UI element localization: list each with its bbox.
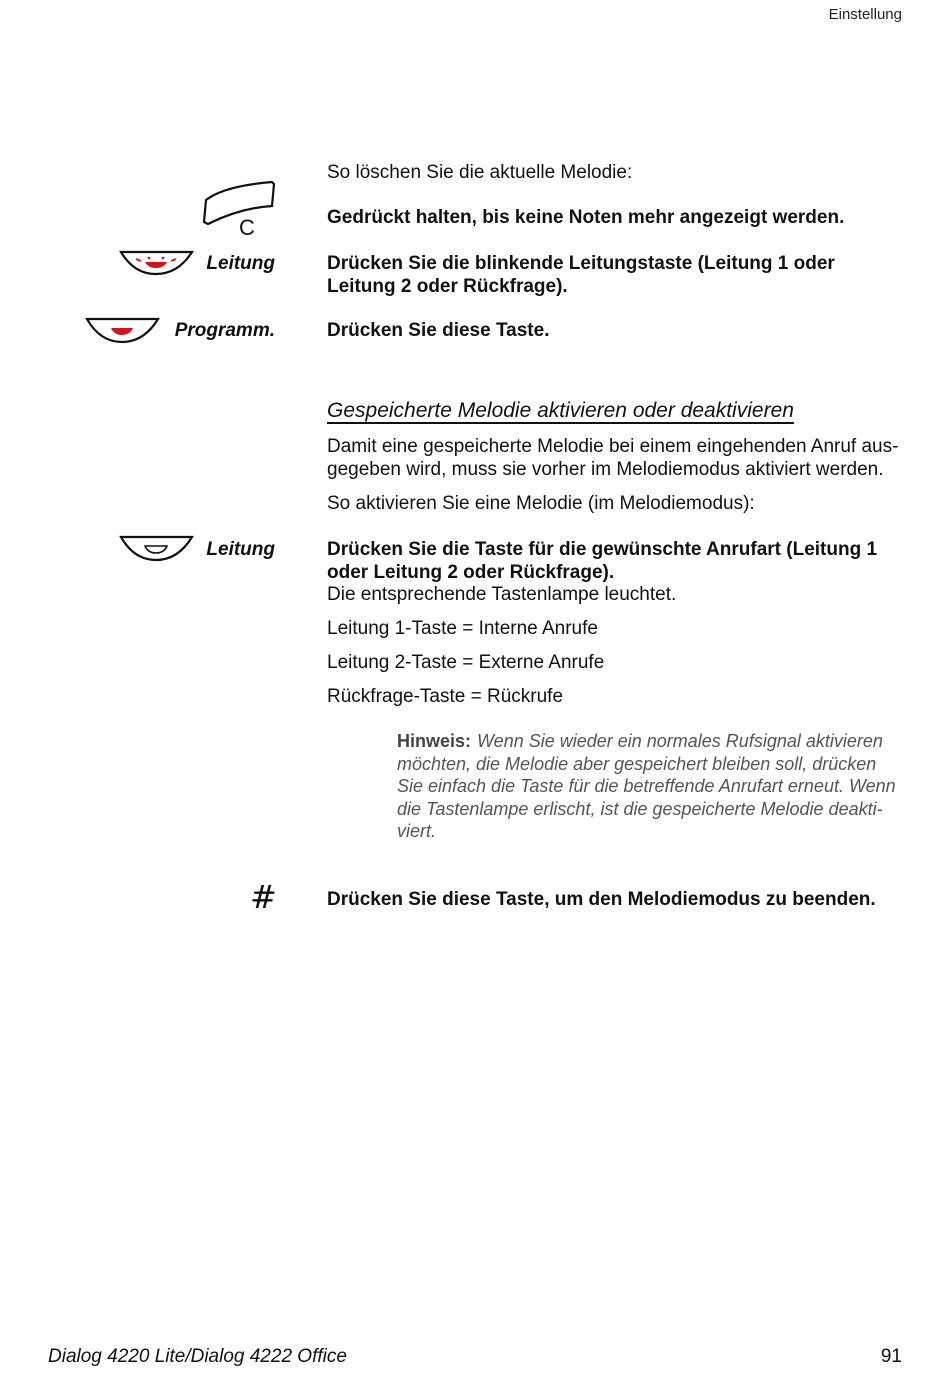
prog-key-label: Programm. [174,320,275,341]
unlit-line-key-icon [118,532,196,566]
note-label: Hinweis: [397,731,472,751]
press-hash-instruction: Drücken Sie diese Taste, um den Melodiemodus zu beenden. [327,889,876,910]
page-number: 91 [880,1346,902,1367]
hold-c-instruction: Gedrückt halten, bis keine Noten mehr angezeigt werden. [327,207,845,228]
section-para2: So aktivieren Sie eine Melodie (im Melodiemodus): [327,493,755,514]
blinking-line-key-icon [118,246,196,280]
mapping-line2: Leitung 2-Taste = Externe Anrufe [327,652,605,673]
section-heading: Gespeicherte Melodie aktivieren oder deaktivieren [327,399,794,422]
lit-key-icon [84,314,162,348]
c-key-label: C [239,215,255,240]
mapping-recall: Rückfrage-Taste = Rückrufe [327,686,564,707]
hash-key-icon: # [250,878,277,916]
lamp-lights-text: Die entsprechende Tastenlampe leuchtet. [327,584,677,605]
line-key-label: Leitung [206,253,275,274]
footer-title: Dialog 4220 Lite/Dialog 4222 Office [48,1346,347,1367]
intro-delete-text: So löschen Sie die aktuelle Melodie: [327,162,633,183]
press-line-instruction: Drücken Sie die blinkende Leitungstaste (Leitung 1 oder Leitung 2 oder Rückfrage). [327,253,835,297]
press-prog-instruction: Drücken Sie diese Taste. [327,320,550,341]
note-box [397,730,907,843]
header-section: Einstellung [828,6,902,23]
note-text: Wenn Sie wieder ein normales Rufsignal aktivieren möchten, die Melodie aber gespeichert bleiben soll, drücken Sie einfach die Taste für die betreffende Anrufart erneut. Wenn die Tastenlampe erlischt, ist die gespeicherte Melodie deakti- viert. [397,731,896,841]
section-line-key-label: Leitung [206,539,275,560]
mapping-line1: Leitung 1-Taste = Interne Anrufe [327,618,598,639]
section-para1: Damit eine gespeicherte Melodie bei einem eingehenden Anruf aus-gegeben wird, muss sie vorher im Melodiemodus aktiviert werden. [327,436,899,480]
press-type-instruction: Drücken Sie die Taste für die gewünschte Anrufart (Leitung 1 oder Leitung 2 oder Rückfrage). [327,539,878,583]
